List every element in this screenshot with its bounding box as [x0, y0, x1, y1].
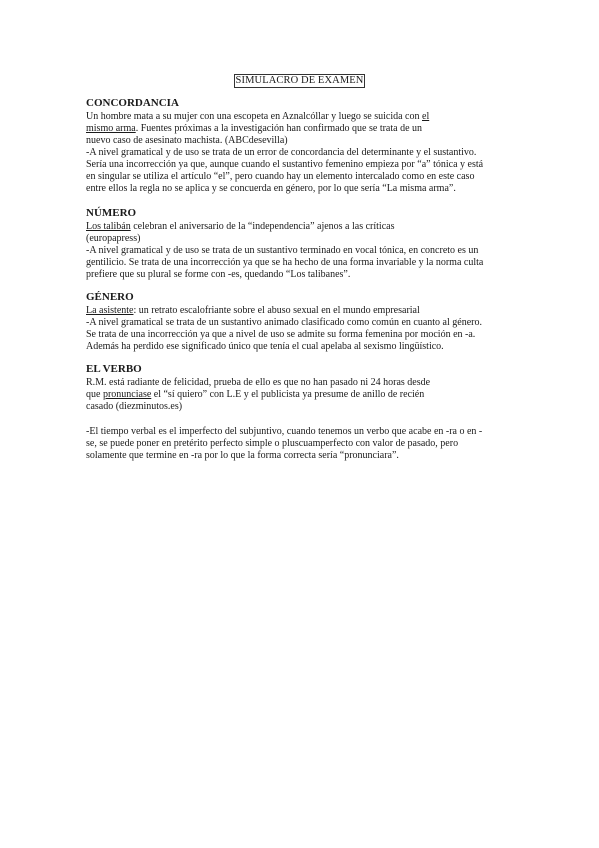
explanation-line: en singular se utiliza el artículo “el”, pero cuando hay un elemento intercalado como en este caso	[86, 171, 475, 182]
explanation-line: Sería una incorrección ya que, aunque cuando el sustantivo femenino empieza por “a” tónica y está	[86, 159, 484, 170]
section-heading: NÚMERO	[86, 207, 137, 219]
highlighted-error: La asistente	[86, 305, 134, 316]
section-heading: CONCORDANCIA	[86, 97, 179, 109]
document-title: SIMULACRO DE EXAMEN	[235, 75, 364, 86]
explanation-line: solamente que termine en -ra por lo que la forma correcta sería “pronunciara”.	[86, 450, 399, 461]
headline-line	[86, 123, 516, 135]
headline-line: casado (diezminutos.es)	[86, 401, 183, 412]
headline-line	[86, 111, 516, 123]
title-container	[0, 70, 599, 88]
headline-line	[86, 221, 516, 233]
section-numero	[86, 207, 516, 281]
verbo-explanation	[86, 426, 526, 462]
explanation-line: entre ellos la regla no se aplica y se concuerda en género, por lo que sería “La misma arma”.	[86, 183, 456, 194]
headline-text: que	[86, 389, 103, 400]
headline-line: R.M. está radiante de felicidad, prueba de ello es que no han pasado ni 24 horas desde	[86, 377, 431, 388]
section-heading: EL VERBO	[86, 363, 142, 375]
explanation-line: prefiere que su plural se forme con -es, quedando “Los talibanes”.	[86, 269, 351, 280]
headline-line	[86, 389, 516, 401]
headline-line: nuevo caso de asesinato machista. (ABCdesevilla)	[86, 135, 288, 146]
highlighted-error: el	[422, 111, 430, 122]
explanation-line: se, se puede poner en pretérito perfecto simple o pluscuamperfecto con valor de pasado, pero	[86, 438, 459, 449]
highlighted-error: Los talibán	[86, 221, 131, 232]
explanation-line: Además ha perdido ese significado único que tenía el cual apelaba al sexismo lingüístico.	[86, 341, 444, 352]
explanation-line: -A nivel gramatical y de uso se trata de un error de concordancia del determinante y el sustantivo.	[86, 147, 477, 158]
section-genero	[86, 291, 516, 353]
explanation-line: -A nivel gramatical se trata de un sustantivo animado clasificado como común en cuanto al género.	[86, 317, 482, 328]
section-concordancia	[86, 97, 516, 195]
headline-text: el “sí quiero” con L.E y el publicista ya presume de anillo de recién	[151, 389, 425, 400]
headline-text: : un retrato escalofriante sobre el abuso sexual en el mundo empresarial	[133, 305, 420, 316]
explanation-line: Se trata de una incorrección ya que a nivel de uso se admite su forma femenina por moción en -a.	[86, 329, 476, 340]
headline-line	[86, 305, 516, 317]
explanation-line: -A nivel gramatical y de uso se trata de un sustantivo terminado en vocal tónica, en concreto es un	[86, 245, 479, 256]
headline-text: celebran el aniversario de la “independencia” ajenos a las críticas	[130, 221, 395, 232]
section-el-verbo	[86, 363, 516, 413]
headline-text: . Fuentes próximas a la investigación han confirmado que se trata de un	[135, 123, 423, 134]
highlighted-error: mismo arma	[86, 123, 136, 134]
explanation-line: gentilicio. Se trata de una incorrección ya que se ha hecho de una forma invariable y la norma culta	[86, 257, 484, 268]
section-heading: GÉNERO	[86, 291, 134, 303]
headline-line: (europapress)	[86, 233, 141, 244]
explanation-line: -El tiempo verbal es el imperfecto del subjuntivo, cuando tenemos un verbo que acabe en -ra o en -	[86, 426, 483, 437]
headline-text: Un hombre mata a su mujer con una escopeta en Aznalcóllar y luego se suicida con	[86, 111, 422, 122]
highlighted-error: pronunciase	[102, 389, 152, 400]
